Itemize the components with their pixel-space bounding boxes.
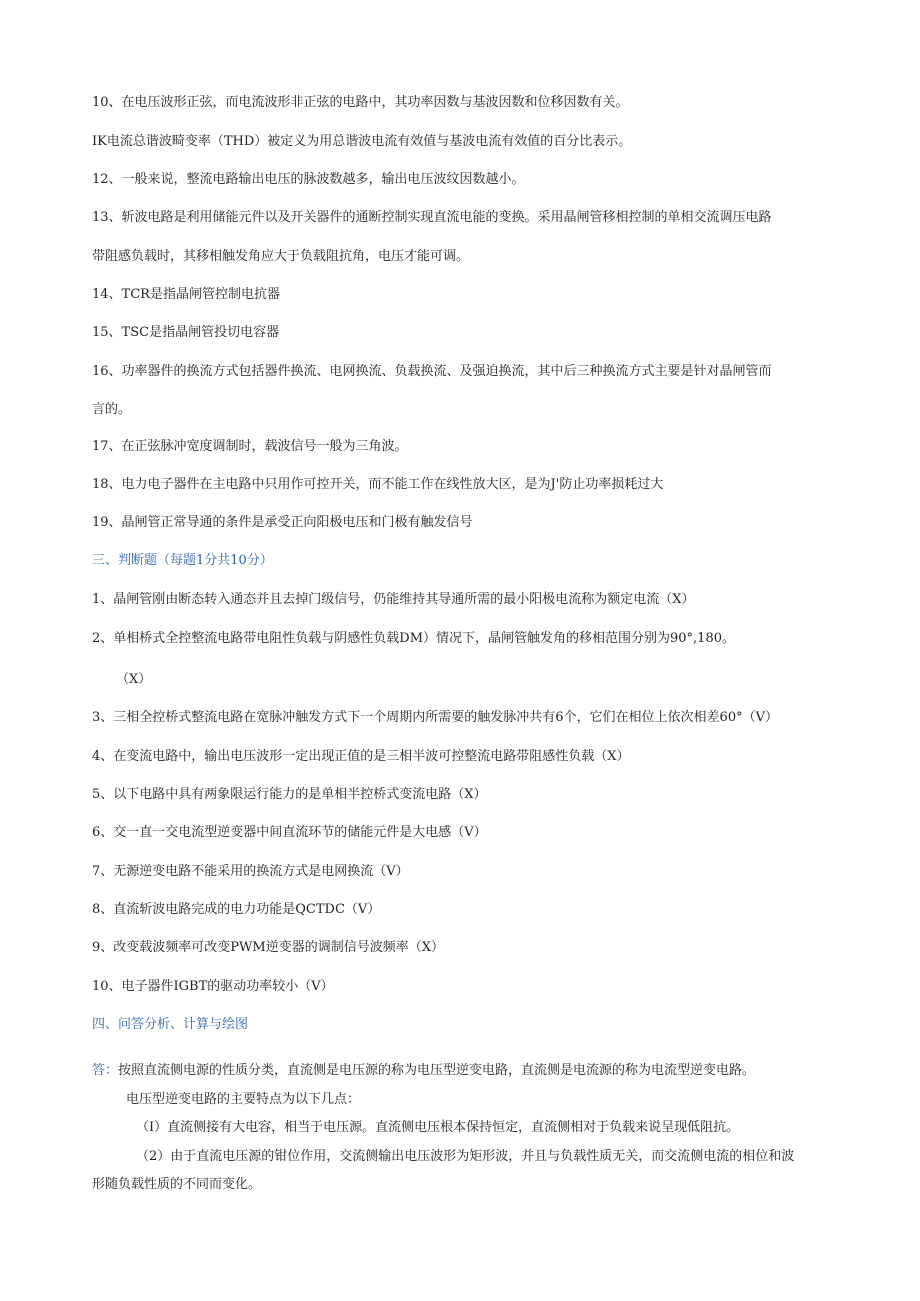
fill-item-18: 18、电力电子器件在主电路中只用作可控开关，而不能工作在线性放大区，是为J'防止功率损耗过大 bbox=[92, 477, 664, 492]
answer-point-2-line1: （2）由于直流电压源的钳位作用，交流侧输出电压波形为矩形波，并且与负载性质无关，而交流侧电流的相位和波 bbox=[136, 1149, 795, 1164]
judge-item-2-answer: （X） bbox=[116, 672, 152, 687]
fill-item-19: 19、晶闸管正常导通的条件是承受正向阳极电压和门极有触发信号 bbox=[92, 515, 473, 530]
judge-item-7: 7、无源逆变电路不能采用的换流方式是电网换流（V） bbox=[92, 864, 409, 879]
section-3-title: 三、判断题（每题1分共10分） bbox=[92, 553, 273, 568]
judge-item-8: 8、直流斩波电路完成的电力功能是QCTDC（V） bbox=[92, 902, 381, 917]
fill-item-15: 15、TSC是指晶闸管投切电容器 bbox=[92, 325, 280, 340]
section-4-title: 四、问答分析、计算与绘图 bbox=[92, 1017, 249, 1032]
judge-item-2-line1: 2、单相桥式全控整流电路带电阻性负载与阴感性负载DM）情况下，晶闸管触发角的移相范围分别为90°,180。 bbox=[92, 631, 735, 646]
answer-point-2-line2: 形随负载性质的不同而变化。 bbox=[92, 1177, 262, 1192]
judge-item-10: 10、电子器件IGBT的驱动功率较小（V） bbox=[92, 979, 334, 994]
fill-item-14: 14、TCR是指晶闸管控制电抗器 bbox=[92, 287, 280, 302]
judge-item-3: 3、三相全控桥式整流电路在宽脉冲触发方式下一个周期内所需要的触发脉冲共有6个，它们在相位上依次相差60°（V） bbox=[92, 710, 778, 725]
fill-item-10: 10、在电压波形正弦，而电流波形非正弦的电路中，其功率因数与基波因数和位移因数有关。 bbox=[92, 95, 629, 110]
answer-first-line bbox=[92, 1062, 755, 1080]
answer-first-text: 按照直流侧电源的性质分类，直流侧是电压源的称为电压型逆变电路，直流侧是电流源的称为电流型逆变电路。 bbox=[118, 1063, 756, 1078]
answer-label: 答： bbox=[92, 1063, 119, 1078]
fill-item-12: 12、一般来说，整流电路输出电压的脉波数越多，输出电压波纹因数越小。 bbox=[92, 172, 525, 187]
fill-item-13-line2: 带阻感负载时，其移相触发角应大于负载阻抗角，电压才能可调。 bbox=[92, 249, 470, 264]
answer-point-1: （I）直流侧接有大电容，相当于电压源。直流侧电压根本保持恒定，直流侧相对于负载来说呈现低阻抗。 bbox=[136, 1120, 740, 1135]
fill-item-17: 17、在正弦脉冲宽度调制时，载波信号一般为三角波。 bbox=[92, 439, 408, 454]
judge-item-6: 6、交一直一交电流型逆变器中间直流环节的储能元件是大电感（V） bbox=[92, 825, 487, 840]
fill-item-11: IK电流总谐波畸变率（THD）被定义为用总谐波电流有效值与基波电流有效值的百分比表示。 bbox=[92, 134, 632, 149]
fill-item-13-line1: 13、斩波电路是利用储能元件以及开关器件的通断控制实现直流电能的变换。采用晶闸管移相控制的单相交流调压电路 bbox=[92, 210, 772, 225]
answer-intro: 电压型逆变电路的主要特点为以下几点： bbox=[126, 1092, 361, 1107]
judge-item-9: 9、改变载波频率可改变PWM逆变器的调制信号波频率（X） bbox=[92, 940, 444, 955]
fill-item-16-line1: 16、功率器件的换流方式包括器件换流、电网换流、负载换流、及强迫换流，其中后三种换流方式主要是针对晶闸管而 bbox=[92, 364, 772, 379]
fill-item-16-line2: 言的。 bbox=[92, 402, 132, 417]
judge-item-4: 4、在变流电路中，输出电压波形一定出现正值的是三相半波可控整流电路带阻感性负载（X） bbox=[92, 749, 630, 764]
judge-item-5: 5、以下电路中具有两象限运行能力的是单相半控桥式变流电路（X） bbox=[92, 787, 487, 802]
judge-item-1: 1、晶闸管刚由断态转入通态并且去掉门级信号，仍能维持其导通所需的最小阳极电流称为额定电流（X） bbox=[92, 592, 695, 607]
